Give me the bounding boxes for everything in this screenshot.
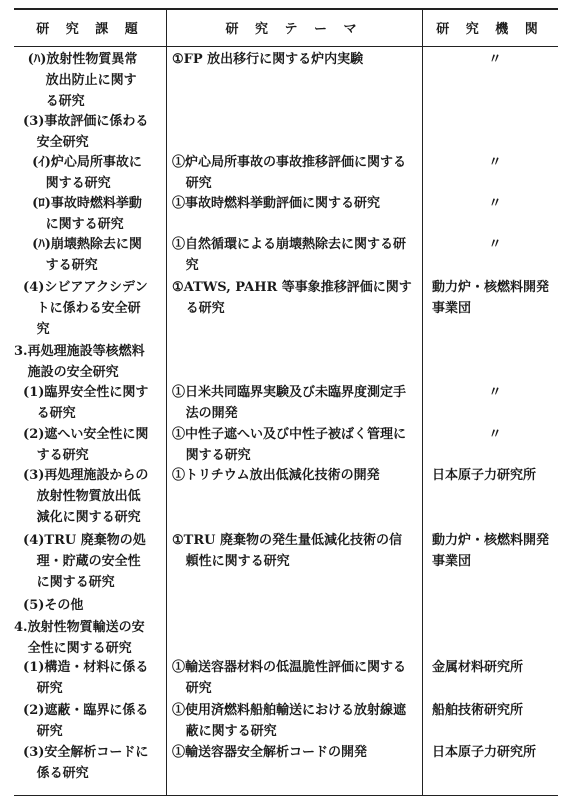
subject-cell: (2)遮へい安全性に関 する研究 bbox=[23, 427, 149, 463]
theme-cell: ①事故時燃料挙動評価に関する研究 bbox=[172, 196, 381, 211]
theme-cell: ①日米共同臨界実験及び未臨界度測定手 法の開発 bbox=[172, 385, 407, 421]
subject-cell: (ﾊ)崩壊熱除去に関 する研究 bbox=[32, 237, 142, 273]
org-cell bbox=[432, 152, 558, 173]
subject-cell: 4.放射性物質輸送の安 全性に関する研究 bbox=[14, 620, 145, 656]
header-research-institution: 研 究 機 関 bbox=[436, 21, 544, 37]
org-cell bbox=[432, 382, 558, 403]
theme-cell: ①トリチウム放出低減化技術の開発 bbox=[172, 468, 380, 483]
org-cell: 動力炉・核燃料開発 事業団 bbox=[432, 280, 550, 316]
ditto-mark: 〃 bbox=[488, 385, 502, 400]
org-cell bbox=[432, 49, 558, 70]
theme-cell: ①輸送容器材料の低温脆性評価に関する 研究 bbox=[172, 660, 407, 696]
org-cell bbox=[432, 234, 558, 255]
subject-cell: (4)TRU 廃棄物の処 理・貯蔵の安全性 に関する研究 bbox=[23, 533, 146, 590]
theme-cell: ①使用済燃料船舶輸送における放射線遮 蔽に関する研究 bbox=[172, 703, 407, 739]
header-research-subject: 研 究 課 題 bbox=[36, 21, 144, 37]
org-cell: 船舶技術研究所 bbox=[432, 703, 524, 718]
org-cell bbox=[432, 193, 558, 214]
subject-cell: (3)安全解析コードに 係る研究 bbox=[23, 745, 149, 781]
table-header bbox=[14, 8, 558, 46]
theme-cell: ①ATWS, PAHR 等事象推移評価に関す る研究 bbox=[172, 280, 412, 316]
org-cell bbox=[432, 424, 558, 445]
theme-cell: ①炉心局所事故の事故推移評価に関する 研究 bbox=[172, 155, 407, 191]
ditto-mark: 〃 bbox=[488, 196, 502, 211]
org-cell: 日本原子力研究所 bbox=[432, 468, 537, 483]
header-bottom-rule bbox=[14, 46, 558, 47]
org-cell: 金属材料研究所 bbox=[432, 660, 524, 675]
ditto-mark: 〃 bbox=[488, 427, 502, 442]
theme-cell: ①輸送容器安全解析コードの開発 bbox=[172, 745, 368, 760]
subject-cell: 3.再処理施設等核燃料 施設の安全研究 bbox=[14, 344, 145, 380]
ditto-mark: 〃 bbox=[488, 52, 502, 67]
subject-cell: (3)事故評価に係わる 安全研究 bbox=[23, 114, 149, 150]
theme-cell: ①中性子遮へい及び中性子被ばく管理に 関する研究 bbox=[172, 427, 407, 463]
table-bottom-rule bbox=[14, 795, 558, 796]
theme-cell: ①TRU 廃棄物の発生量低減化技術の信 頼性に関する研究 bbox=[172, 533, 402, 569]
theme-cell: ①自然循環による崩壊熱除去に関する研 究 bbox=[172, 237, 407, 273]
subject-cell: (1)臨界安全性に関す る研究 bbox=[23, 385, 149, 421]
subject-cell: (1)構造・材料に係る 研究 bbox=[23, 660, 149, 696]
theme-cell: ①FP 放出移行に関する炉内実験 bbox=[172, 52, 364, 67]
subject-cell: (ﾊ)放射性物質異常 放出防止に関す る研究 bbox=[27, 52, 138, 109]
subject-cell: (4)シビアアクシデン トに係わる安全研 究 bbox=[23, 280, 148, 337]
header-research-theme: 研 究 テ ー マ bbox=[225, 21, 363, 37]
org-cell: 日本原子力研究所 bbox=[432, 745, 537, 760]
subject-cell: (3)再処理施設からの 放射性物質放出低 減化に関する研究 bbox=[23, 468, 149, 525]
ditto-mark: 〃 bbox=[488, 155, 502, 170]
subject-cell: (5)その他 bbox=[14, 598, 84, 613]
column-divider-1 bbox=[166, 8, 167, 796]
subject-cell: (ﾛ)事故時燃料挙動 に関する研究 bbox=[32, 196, 142, 232]
org-cell: 動力炉・核燃料開発 事業団 bbox=[432, 533, 550, 569]
ditto-mark: 〃 bbox=[488, 237, 502, 252]
column-divider-2 bbox=[422, 8, 423, 796]
subject-cell: (ｲ)炉心局所事故に 関する研究 bbox=[32, 155, 142, 191]
subject-cell: (2)遮蔽・臨界に係る 研究 bbox=[23, 703, 149, 739]
